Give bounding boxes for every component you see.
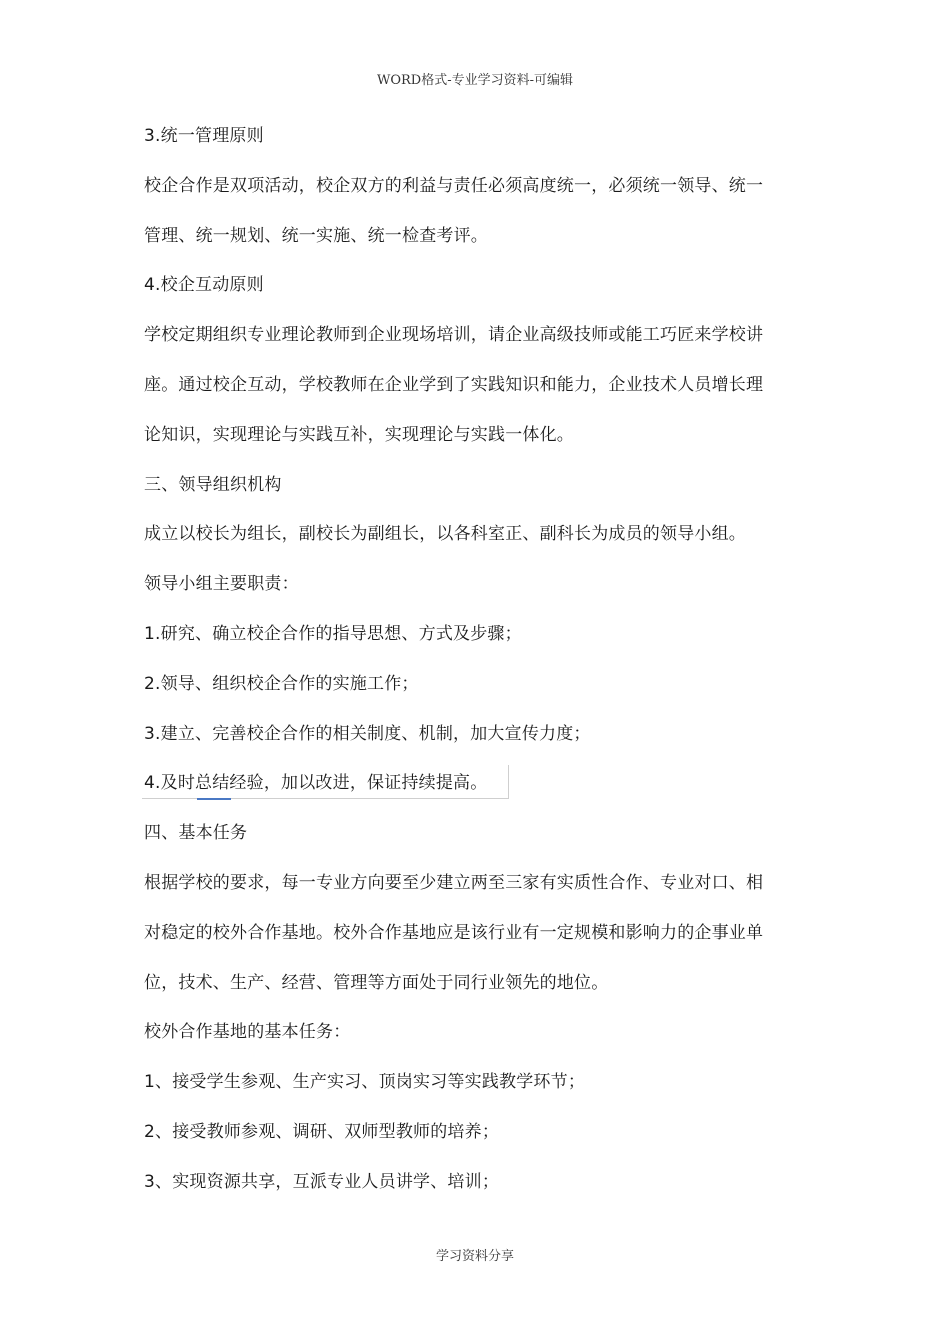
heading-basic-tasks: 四、基本任务	[144, 823, 248, 844]
list-item: 3、实现资源共享，互派专业人员讲学、培训；	[144, 1171, 500, 1192]
list-item: 2、接受教师参观、调研、双师型教师的培养；	[144, 1121, 500, 1142]
list-item-selected[interactable]	[144, 767, 814, 817]
selected-text-region[interactable]	[144, 767, 487, 799]
paragraph-line: 校外合作基地的基本任务：	[144, 1022, 351, 1043]
paragraph-line: 座。通过校企互动，学校教师在企业学到了实践知识和能力，企业技术人员增长理	[144, 374, 764, 395]
list-item: 1.研究、确立校企合作的指导思想、方式及步骤；	[144, 623, 522, 644]
page-header: WORD格式-专业学习资料-可编辑	[376, 73, 574, 88]
paragraph-line: 校企合作是双项活动，校企双方的利益与责任必须高度统一，必须统一领导、统一	[144, 175, 764, 196]
paragraph-line: 领导小组主要职责：	[144, 574, 299, 595]
paragraph-line: 成立以校长为组长，副校长为副组长，以各科室正、副科长为成员的领导小组。	[144, 524, 746, 545]
list-item: 2.领导、组织校企合作的实施工作；	[144, 673, 419, 694]
paragraph-line: 学校定期组织专业理论教师到企业现场培训，请企业高级技师或能工巧匠来学校讲	[144, 325, 764, 346]
heading-leadership-organization: 三、领导组织机构	[144, 474, 282, 495]
paragraph-line: 根据学校的要求，每一专业方向要至少建立两至三家有实质性合作、专业对口、相	[144, 872, 764, 893]
page-footer: 学习资料分享	[435, 1249, 514, 1264]
list-item: 3.建立、完善校企合作的相关制度、机制，加大宣传力度；	[144, 723, 591, 744]
heading-unified-management: 3.统一管理原则	[144, 126, 264, 146]
document-body	[144, 120, 814, 1216]
paragraph-line: 管理、统一规划、统一实施、统一检查考评。	[144, 225, 488, 246]
heading-interaction-principle: 4.校企互动原则	[144, 275, 264, 296]
paragraph-line: 对稳定的校外合作基地。校外合作基地应是该行业有一定规模和影响力的企事业单	[144, 922, 764, 943]
text-cursor-underline	[197, 798, 231, 800]
paragraph-line: 位，技术、生产、经营、管理等方面处于同行业领先的地位。	[144, 972, 609, 993]
paragraph-line: 论知识，实现理论与实践互补，实现理论与实践一体化。	[144, 424, 574, 445]
list-item: 1、接受学生参观、生产实习、顶岗实习等实践教学环节；	[144, 1072, 586, 1093]
list-item-text: 4.及时总结经验，加以改进，保证持续提高。	[144, 773, 488, 794]
